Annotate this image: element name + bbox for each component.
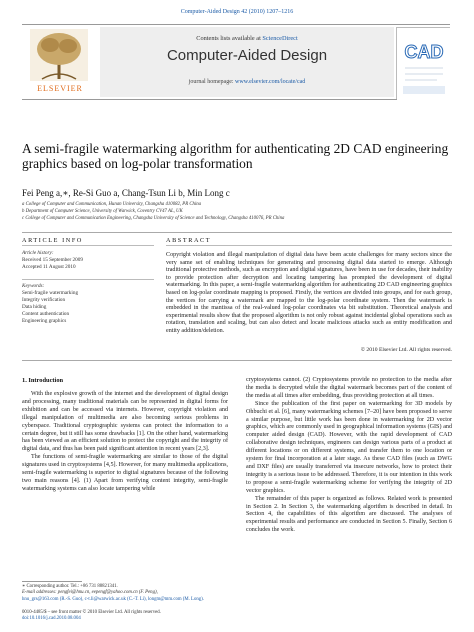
- section-heading: 1. Introduction: [22, 377, 64, 384]
- keywords-label: Keywords:: [22, 283, 45, 289]
- keyword: Semi-fragile watermarking: [22, 290, 79, 296]
- accepted-date: Accepted 11 August 2010: [22, 264, 76, 270]
- body-paragraph: The functions of semi-fragile watermarking are similar to those of the digital signatures used in cryptosystems [4,5]. However, for many multimedia applications, semi-fragile watermarking is superior to digital signatures because of the following two main reasons [4]. (1) Apart from verifying content integrity, semi-fragile watermarking systems can also locate tampering while: [22, 454, 228, 492]
- issn-line: 0010-4485/$ – see front matter © 2010 Elsevier Ltd. All rights reserved.: [22, 610, 161, 615]
- journal-homepage: [100, 79, 394, 85]
- keywords-block: [22, 283, 154, 325]
- keyword: Engineering graphics: [22, 318, 67, 324]
- email-addresses: E-mail addresses: pengfei@hnu.cn, eepengf@yahoo.com.cn (F. Peng),: [22, 590, 158, 596]
- footnote-rule: [22, 581, 82, 582]
- homepage-link[interactable]: www.elsevier.com/locate/cad: [235, 79, 306, 85]
- body-paragraph: With the explosive growth of the internet and the development of digital design and processing, many traditional materials can be represented in digital forms for exhibition and can be accessed via internets. However, copyright violation and illegal manipulation of multimedia are also becoming serious problems in cyberspace. Traditional cryptographic systems can protect the information to a certain degree, but it still has some drawbacks [1]. On the other hand, watermarking has been viewed as an efficient solution to protect the copyright and the integrity of digital data, and thus has been paid significant attention in recent years [2,3].: [22, 391, 228, 453]
- journal-cover: [396, 27, 450, 99]
- article-title: A semi-fragile watermarking algorithm for authenticating 2D CAD engineering graphics based on log-polar transformation: [22, 141, 449, 172]
- cover-title: CAD: [404, 42, 444, 62]
- masthead-center: [100, 27, 394, 97]
- body-paragraph: The remainder of this paper is organized as follows. Related work is presented in Section 2. In Section 3, the watermarking algorithm is described in detail. In Section 4, the capabilities of this algorithm are discussed. The analyses of experimental results and performance are conducted in Section 5. Finally, Section 6 concludes the work.: [246, 495, 452, 534]
- article-history: [22, 250, 154, 271]
- intro-right-column: [246, 377, 452, 535]
- intro-left-column: [22, 391, 228, 494]
- journal-title: Computer-Aided Design: [166, 47, 328, 64]
- received-date: Received 15 September 2009: [22, 257, 83, 263]
- keyword: Data hiding: [22, 304, 47, 310]
- divider: [22, 232, 452, 233]
- affiliation-b: b Department of Computer Science, University of Warwick, Coventry CV47 AL, UK: [22, 209, 183, 214]
- contents-prefix: Contents lists available at: [196, 35, 263, 42]
- cad-cover-icon: [397, 28, 451, 100]
- doi-link[interactable]: doi:10.1016/j.cad.2010.08.004: [22, 616, 81, 622]
- history-label: Article history:: [22, 250, 54, 256]
- corresponding-author: ∗ Corresponding author. Tel.: +86 731 88821341.: [22, 584, 118, 589]
- divider: [22, 360, 452, 361]
- keyword: Integrity verification: [22, 297, 66, 303]
- body-paragraph: cryptosystems cannot. (2) Cryptosystems provide no protection to the media after the media is decrypted while the digital watermark becomes part of the content of the media at all times after embedding, thus providing protection at all times.: [246, 377, 452, 399]
- front-matter: [22, 610, 282, 623]
- affiliation-c: c College of Computer and Communication Engineering, Changsha University of Science and Technology, Changsha 410076, PR China: [22, 216, 285, 221]
- journal-masthead: [22, 24, 450, 100]
- abstract-heading: ABSTRACT: [166, 237, 212, 244]
- elsevier-logo: [22, 25, 98, 99]
- divider: [166, 245, 452, 246]
- publisher-name: ELSEVIER: [37, 84, 83, 93]
- sciencedirect-link[interactable]: ScienceDirect: [262, 35, 298, 42]
- author-list: Fei Peng a,∗, Re-Si Guo a, Chang-Tsun Li b, Min Long c: [22, 188, 230, 198]
- divider: [22, 245, 154, 246]
- affiliation-a: a College of Computer and Communication, Hunan University, Changsha 410082, PR China: [22, 202, 202, 207]
- divider: [22, 279, 154, 280]
- homepage-prefix: journal homepage:: [188, 79, 236, 85]
- contents-line: [100, 35, 394, 42]
- email-addresses-cont[interactable]: hnu_grs@163.com (R.-S. Guo), c-t.li@warwick.ac.uk (C.-T. Li), longm@mm.com (M. Long).: [22, 596, 204, 602]
- copyright-notice: © 2010 Elsevier Ltd. All rights reserved.: [360, 347, 452, 353]
- footnotes: [22, 584, 228, 603]
- body-paragraph: Since the publication of the first paper on watermarking for 3D models by Ohbuchi et al. [6], many watermarking schemes [7–20] have been proposed to serve a similar purpose, but little work has been done in watermarking for 2D vector graphics, which are commonly used in geographical information systems (GIS) and computer aided design (CAD). However, with the rapid development of CAD collaborative design techniques, engineers can design various parts of a product at different locations or on different systems, and transfer them to one location or system for final incorporation at a later stage. As these CAD files (such as DWG and DXF files) are usually transferred via insecure networks, how to protect their integrity is a serious issue to be addressed. Therefore, it is our intention in this work to propose a semi-fragile watermarking scheme for verifying the integrity of 2D vector graphics.: [246, 400, 452, 494]
- article-info-heading: ARTICLE INFO: [22, 237, 83, 244]
- keyword: Content authentication: [22, 311, 70, 317]
- journal-citation[interactable]: Computer-Aided Design 42 (2010) 1207–1216: [180, 9, 294, 15]
- abstract-text: Copyright violation and illegal manipulation of digital data have been acute challenges for many sectors since the very same set of enabling techniques for generating and processing digital data started to emerge. Although traditional protective methods, such as encryption and digital signatures, have been in use for decades, their inability to provide protection after decryption and locating tampering has prompted the development of digital watermarking. In this paper, a semi-fragile watermarking algorithm for authenticating 2D CAD engineering graphics based on log-polar coordinate mapping is proposed. Firstly, the vertices are divided into groups, and for each group, the vertices for carrying a watermark are mapped to the log-polar coordinate system. Then the watermark is embedded in the mantissa of the real-valued log-polar coordinates via bit substitution. Theoretical analysis and experimental results show that the proposed algorithm is not only robust against incidental global operations such as rotation, translation and scaling, but can also detect and locate malicious attacks such as entity modification and entity addition/deletion.: [166, 252, 452, 334]
